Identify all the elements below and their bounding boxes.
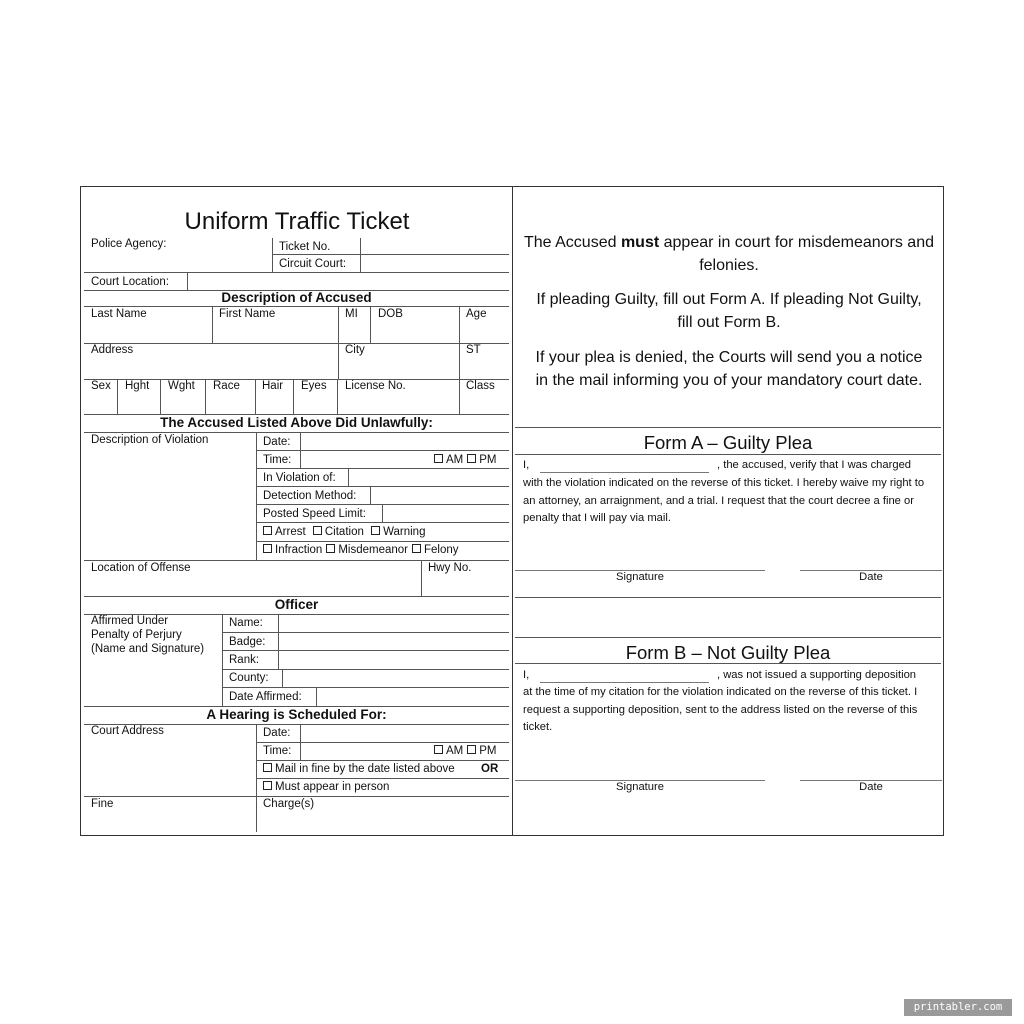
detection-method-label: Detection Method:: [263, 490, 357, 502]
class-label: Class: [466, 380, 495, 392]
instruction-plea-denied: If your plea is denied, the Courts will send you a notice in the mail informing you of your mandatory court date.: [535, 349, 923, 389]
hearing-section-heading: A Hearing is Scheduled For:: [206, 707, 387, 722]
eyes-label: Eyes: [301, 380, 327, 392]
officer-badge-label: Badge:: [229, 636, 266, 648]
form-a-title: Form A – Guilty Plea: [643, 432, 813, 453]
officer-county-label: County:: [229, 672, 269, 684]
form-b-name-blank[interactable]: [540, 682, 709, 683]
warning-checkbox[interactable]: Warning: [371, 526, 425, 539]
ticket-title: Uniform Traffic Ticket: [184, 208, 410, 235]
city-label: City: [345, 344, 365, 356]
date-affirmed-label: Date Affirmed:: [229, 691, 302, 703]
form-a-name-blank[interactable]: [540, 472, 709, 473]
form-a-i-label: I,: [523, 459, 530, 471]
felony-checkbox[interactable]: Felony: [412, 544, 459, 557]
posted-speed-limit-label: Posted Speed Limit:: [263, 508, 366, 520]
ticket-no-label: Ticket No.: [279, 241, 331, 253]
center-divider: [512, 187, 513, 835]
age-label: Age: [466, 308, 487, 320]
form-a-body: with the violation indicated on the reverse of this ticket. I hereby waive my right to an attorney, an arraignment, and a trial. I request that the court decree a fine or penalty that I will pay via mail.: [523, 477, 925, 524]
affirmed-line-3: (Name and Signature): [91, 643, 205, 655]
license-no-label: License No.: [345, 380, 406, 392]
mail-in-fine-option[interactable]: Mail in fine by the date listed above: [263, 763, 455, 776]
accused-section-heading: Description of Accused: [221, 290, 372, 305]
hearing-date-label: Date:: [263, 727, 291, 739]
hair-label: Hair: [262, 380, 284, 392]
misdemeanor-checkbox[interactable]: Misdemeanor: [326, 544, 408, 557]
dob-label: DOB: [378, 308, 403, 320]
police-agency-label: Police Agency:: [91, 238, 167, 250]
in-violation-of-label: In Violation of:: [263, 472, 336, 484]
form-b-signature-label: Signature: [616, 781, 664, 793]
violation-am-pm: [434, 454, 501, 467]
description-of-violation-label: Description of Violation: [91, 434, 209, 446]
am-checkbox[interactable]: AM: [434, 454, 463, 467]
hearing-am-checkbox[interactable]: AM: [434, 745, 463, 758]
must-appear-option[interactable]: Must appear in person: [263, 781, 389, 794]
violation-time-label: Time:: [263, 454, 292, 466]
watermark-badge: printabler.com: [904, 999, 1012, 1016]
court-location-label: Court Location:: [91, 276, 169, 288]
form-b-title: Form B – Not Guilty Plea: [625, 642, 831, 663]
disposition-options: [263, 526, 429, 539]
weight-label: Wght: [168, 380, 195, 392]
first-name-label: First Name: [219, 308, 276, 320]
form-a-date-label: Date: [859, 571, 883, 583]
race-label: Race: [213, 380, 240, 392]
form-b-first-line: , was not issued a supporting deposition: [717, 669, 917, 681]
violation-date-label: Date:: [263, 436, 291, 448]
pm-checkbox[interactable]: PM: [467, 454, 496, 467]
instruction-must-appear: The Accused must appear in court for misdemeanors and felonies.: [524, 234, 934, 274]
hearing-pm-checkbox[interactable]: PM: [467, 745, 496, 758]
offense-type-options: [263, 544, 463, 557]
form-b-i-label: I,: [523, 669, 530, 681]
hearing-am-pm: [434, 745, 501, 758]
mi-label: MI: [345, 308, 358, 320]
infraction-checkbox[interactable]: Infraction: [263, 544, 322, 557]
fine-label: Fine: [91, 798, 114, 810]
arrest-checkbox[interactable]: Arrest: [263, 526, 306, 539]
circuit-court-label: Circuit Court:: [279, 258, 347, 270]
form-a-first-line: , the accused, verify that I was charged: [717, 459, 912, 471]
form-a-signature-label: Signature: [616, 571, 664, 583]
unlawful-section-heading: The Accused Listed Above Did Unlawfully:: [160, 415, 433, 430]
affirmed-line-1: Affirmed Under: [91, 615, 169, 627]
sex-label: Sex: [91, 380, 111, 392]
traffic-ticket: [80, 186, 944, 836]
court-address-label: Court Address: [91, 725, 164, 737]
affirmed-line-2: Penalty of Perjury: [91, 629, 182, 641]
charges-label: Charge(s): [263, 798, 315, 810]
officer-section-heading: Officer: [274, 597, 319, 612]
height-label: Hght: [125, 380, 150, 392]
hwy-no-label: Hwy No.: [428, 562, 472, 574]
officer-rank-label: Rank:: [229, 654, 260, 666]
address-label: Address: [91, 344, 134, 356]
hearing-time-label: Time:: [263, 745, 292, 757]
form-b-body: at the time of my citation for the violation indicated on the reverse of this ticket. I request a supporting deposition, sent to the address listed on the reverse of this ticket.: [523, 686, 918, 733]
form-b-date-label: Date: [859, 781, 883, 793]
officer-name-label: Name:: [229, 617, 263, 629]
or-label: OR: [481, 763, 499, 775]
instruction-forms: If pleading Guilty, fill out Form A. If pleading Not Guilty, fill out Form B.: [536, 291, 922, 331]
location-of-offense-label: Location of Offense: [91, 562, 191, 574]
last-name-label: Last Name: [91, 308, 147, 320]
citation-checkbox[interactable]: Citation: [313, 526, 364, 539]
st-label: ST: [466, 344, 481, 356]
